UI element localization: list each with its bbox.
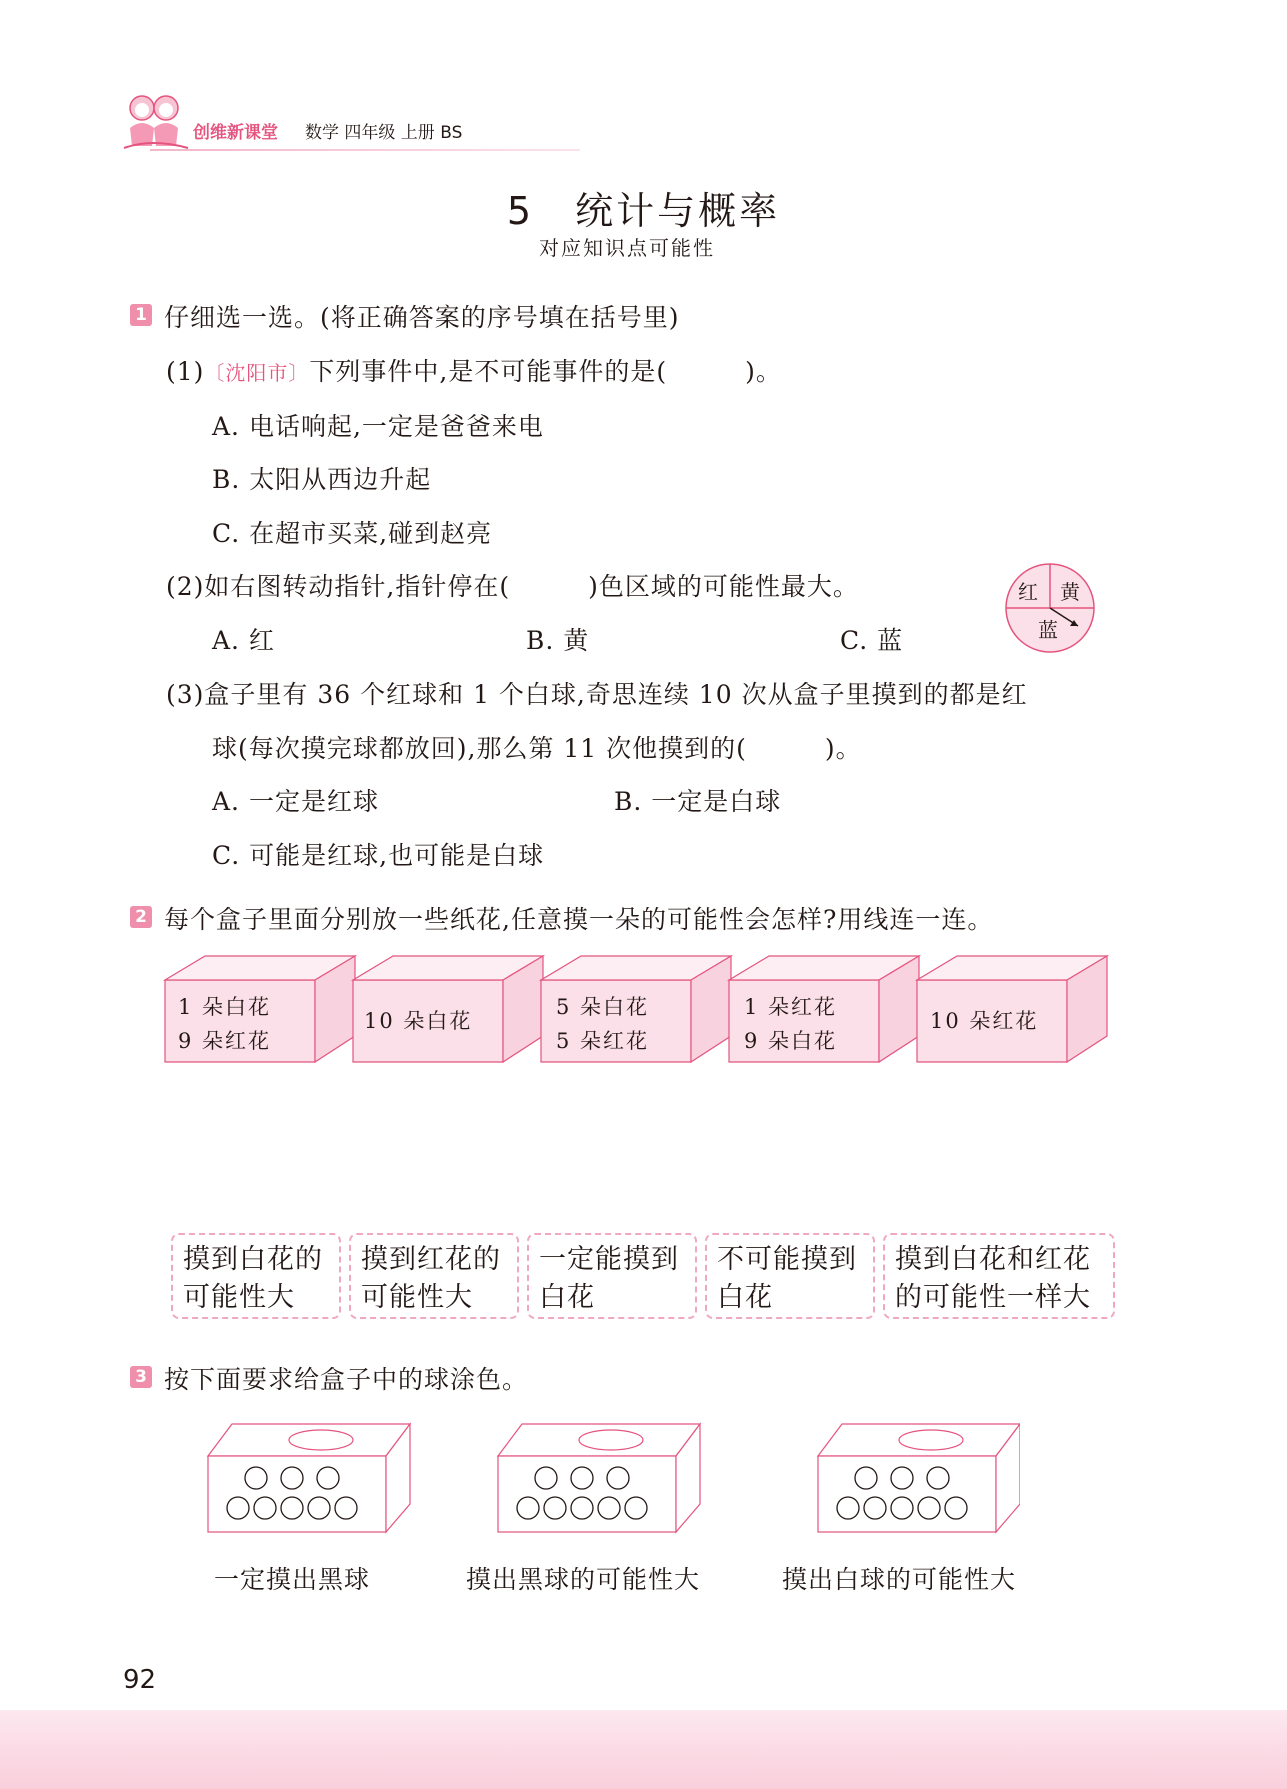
card-2-line2: 可能性大: [361, 1282, 473, 1313]
card-3-line1: 一定能摸到: [539, 1244, 679, 1275]
region-tag: 〔沈阳市〕: [204, 361, 310, 385]
q1-sub3-option-c: C. 可能是红球,也可能是白球: [212, 841, 545, 870]
flower-box-4-label: [744, 990, 837, 1058]
card-5-line1: 摸到白花和红花: [895, 1244, 1091, 1275]
page-subtitle: 对应知识点可能性: [539, 236, 715, 260]
answer-card-5[interactable]: [883, 1233, 1115, 1319]
q1-sub2-option-a: A. 红: [212, 626, 275, 655]
answer-card-3[interactable]: [527, 1233, 697, 1319]
box-4-line1: 1 朵红花: [744, 995, 838, 1019]
q1-sub3-option-b: B. 一定是白球: [614, 787, 782, 816]
question-3-number: 3: [130, 1366, 152, 1388]
ball-box-2-label: 摸出黑球的可能性大: [466, 1565, 701, 1594]
q1-sub2-option-b: B. 黄: [526, 626, 590, 655]
flower-box-5-label: [930, 1004, 1038, 1038]
spinner-label-yellow: 黄: [1060, 580, 1080, 604]
box-1-line1: 1 朵白花: [178, 995, 272, 1019]
box-1-line2: 9 朵红花: [178, 1029, 272, 1053]
answer-card-4[interactable]: [705, 1233, 875, 1319]
q1-sub2-option-c: C. 蓝: [840, 626, 904, 655]
ball-box-1: [208, 1424, 410, 1532]
q1-sub1-option-c: C. 在超市买菜,碰到赵亮: [212, 519, 493, 548]
spinner-label-red: 红: [1018, 580, 1038, 604]
question-3-text: 按下面要求给盒子中的球涂色。: [164, 1365, 529, 1394]
flower-box-2-label: [364, 1004, 472, 1038]
q1-sub3-stem-line1: (3)盒子里有 36 个红球和 1 个白球,奇思连续 10 次从盒子里摸到的都是红: [166, 680, 1028, 709]
question-1-text: 仔细选一选。(将正确答案的序号填在括号里): [164, 303, 680, 332]
card-1-line1: 摸到白花的: [183, 1244, 323, 1275]
q1-sub1-option-a: A. 电话响起,一定是爸爸来电: [212, 412, 544, 441]
subject-info: 数学 四年级 上册 BS: [305, 123, 463, 143]
q1-sub1-option-b: B. 太阳从西边升起: [212, 465, 432, 494]
box-3-line2: 5 朵红花: [556, 1029, 650, 1053]
q1-sub3-stem-line2: 球(每次摸完球都放回),那么第 11 次他摸到的( )。: [212, 734, 862, 763]
question-1-number: 1: [130, 304, 152, 326]
answer-card-2[interactable]: [349, 1233, 519, 1319]
page-number: 92: [123, 1665, 157, 1695]
box-2-line1: 10 朵白花: [364, 1009, 473, 1033]
ball-box-3: [818, 1424, 1020, 1532]
q1-sub1-text: 下列事件中,是不可能事件的是( )。: [309, 357, 782, 386]
q1-sub3-option-a: A. 一定是红球: [212, 787, 379, 816]
ball-box-2: [498, 1424, 700, 1532]
card-5-line2: 的可能性一样大: [895, 1282, 1091, 1313]
header-divider: [150, 149, 580, 151]
mascot-logo: [122, 88, 192, 154]
footer-band: [0, 1710, 1287, 1789]
answer-card-1[interactable]: [171, 1233, 341, 1319]
flower-box-1-label: [178, 990, 271, 1058]
card-4-line1: 不可能摸到: [717, 1244, 857, 1275]
ball-box-1-label: 一定摸出黑球: [214, 1565, 371, 1594]
q1-sub2-stem: (2)如右图转动指针,指针停在( )色区域的可能性最大。: [166, 572, 859, 601]
ball-boxes: [200, 1420, 1020, 1540]
brand-name: 创维新课堂: [193, 123, 278, 143]
card-1-line2: 可能性大: [183, 1282, 295, 1313]
q1-sub1-prefix: (1): [166, 357, 205, 386]
page-title: 5 统计与概率: [506, 189, 781, 233]
card-3-line2: 白花: [539, 1282, 595, 1313]
box-4-line2: 9 朵白花: [744, 1029, 838, 1053]
question-2-number: 2: [130, 906, 152, 928]
card-4-line2: 白花: [717, 1282, 773, 1313]
question-2-text: 每个盒子里面分别放一些纸花,任意摸一朵的可能性会怎样?用线连一连。: [164, 905, 994, 934]
box-5-line1: 10 朵红花: [930, 1009, 1039, 1033]
q1-sub1-stem: [166, 352, 782, 388]
flower-box-3-label: [556, 990, 649, 1058]
spinner-label-blue: 蓝: [1038, 618, 1058, 642]
box-3-line1: 5 朵白花: [556, 995, 650, 1019]
ball-box-3-label: 摸出白球的可能性大: [782, 1565, 1017, 1594]
card-2-line1: 摸到红花的: [361, 1244, 501, 1275]
